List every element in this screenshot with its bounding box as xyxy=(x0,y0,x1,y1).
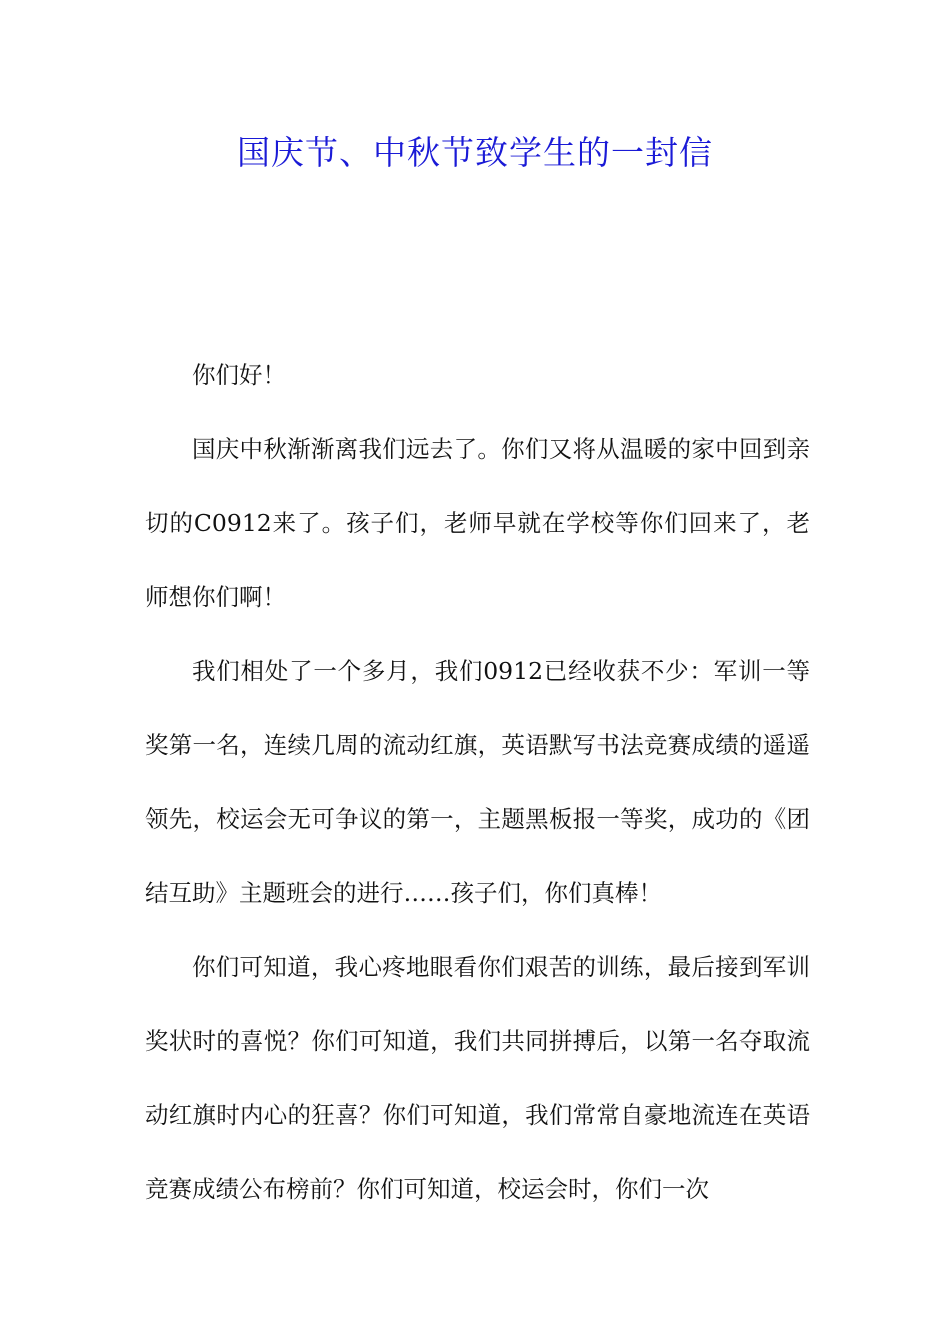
paragraph-achievements: 我们相处了一个多月，我们0912已经收获不少：军训一等奖第一名，连续几周的流动红旗，英语默写书法竞赛成绩的遥遥领先，校运会无可争议的第一，主题黑板报一等奖，成功的《团结互助》主题班会的进行……孩子们，你们真棒！ xyxy=(145,657,810,907)
letter-body xyxy=(145,338,810,1226)
greeting-paragraph: 你们好！ xyxy=(192,361,286,389)
document-title: 国庆节、中秋节致学生的一封信 xyxy=(237,133,713,172)
paragraph-do-you-know: 你们可知道，我心疼地眼看你们艰苦的训练，最后接到军训奖状时的喜悦？你们可知道，我们共同拼搏后，以第一名夺取流动红旗时内心的狂喜？你们可知道，我们常常自豪地流连在英语竞赛成绩公布榜前？你们可知道，校运会时，你们一次 xyxy=(145,953,810,1203)
paragraph-return: 国庆中秋渐渐离我们远去了。你们又将从温暖的家中回到亲切的C0912来了。孩子们，老师早就在学校等你们回来了，老师想你们啊！ xyxy=(145,435,810,611)
